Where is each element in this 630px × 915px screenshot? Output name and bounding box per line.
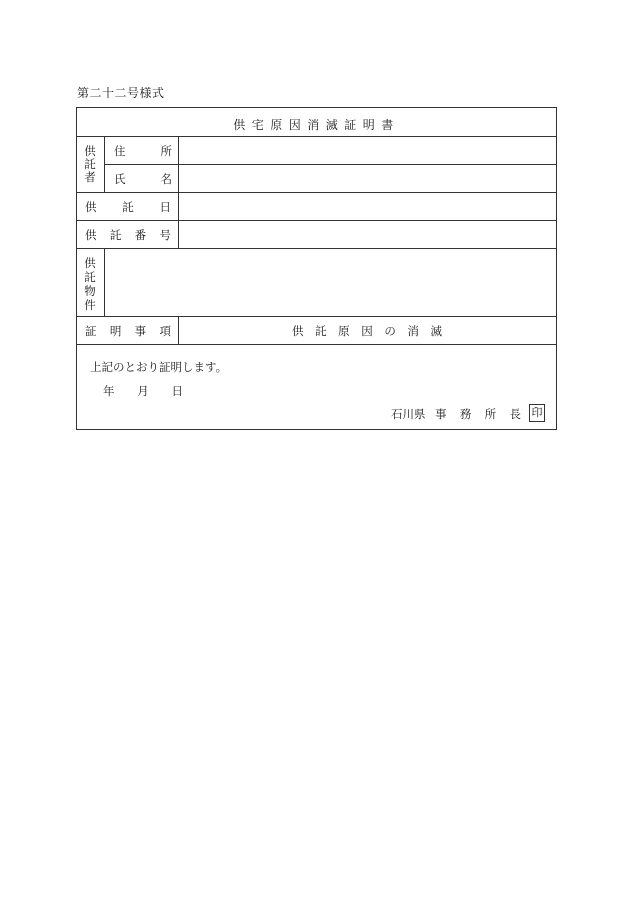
certification-statement: 上記のとおり証明します。 — [90, 360, 228, 374]
deposit-number-label: 供 託 番 号 — [85, 228, 171, 242]
issuer-prefecture: 石川県 — [391, 407, 426, 421]
row-divider-matter — [77, 344, 556, 345]
form-number: 第二十二号様式 — [77, 86, 165, 100]
certificate-form — [76, 107, 557, 430]
depositor-label-divider — [104, 136, 105, 192]
certified-matter-label: 証 明 事 項 — [85, 324, 171, 338]
seal-mark: 印 — [529, 404, 545, 422]
name-value — [179, 165, 556, 192]
address-value — [179, 137, 556, 164]
name-label: 氏 名 — [114, 172, 172, 186]
deposited-item-value — [105, 249, 556, 316]
address-label: 住 所 — [114, 144, 172, 158]
deposit-date-label: 供 託 日 — [85, 200, 171, 214]
row-divider-item — [77, 316, 556, 317]
form-title: 供宅原因消滅証明書 — [233, 118, 400, 132]
depositor-label: 供 託 者 — [84, 144, 96, 184]
issue-date-line: 年 月 日 — [103, 384, 183, 398]
deposit-date-value — [179, 193, 556, 220]
certified-matter-value: 供 託 原 因 の 消 滅 — [292, 324, 442, 338]
matter-label-divider — [178, 316, 179, 344]
issuer-office-title: 事 務 所 長 — [435, 407, 521, 421]
deposit-number-value — [179, 221, 556, 248]
deposited-item-label: 供 託 物 件 — [84, 256, 96, 312]
